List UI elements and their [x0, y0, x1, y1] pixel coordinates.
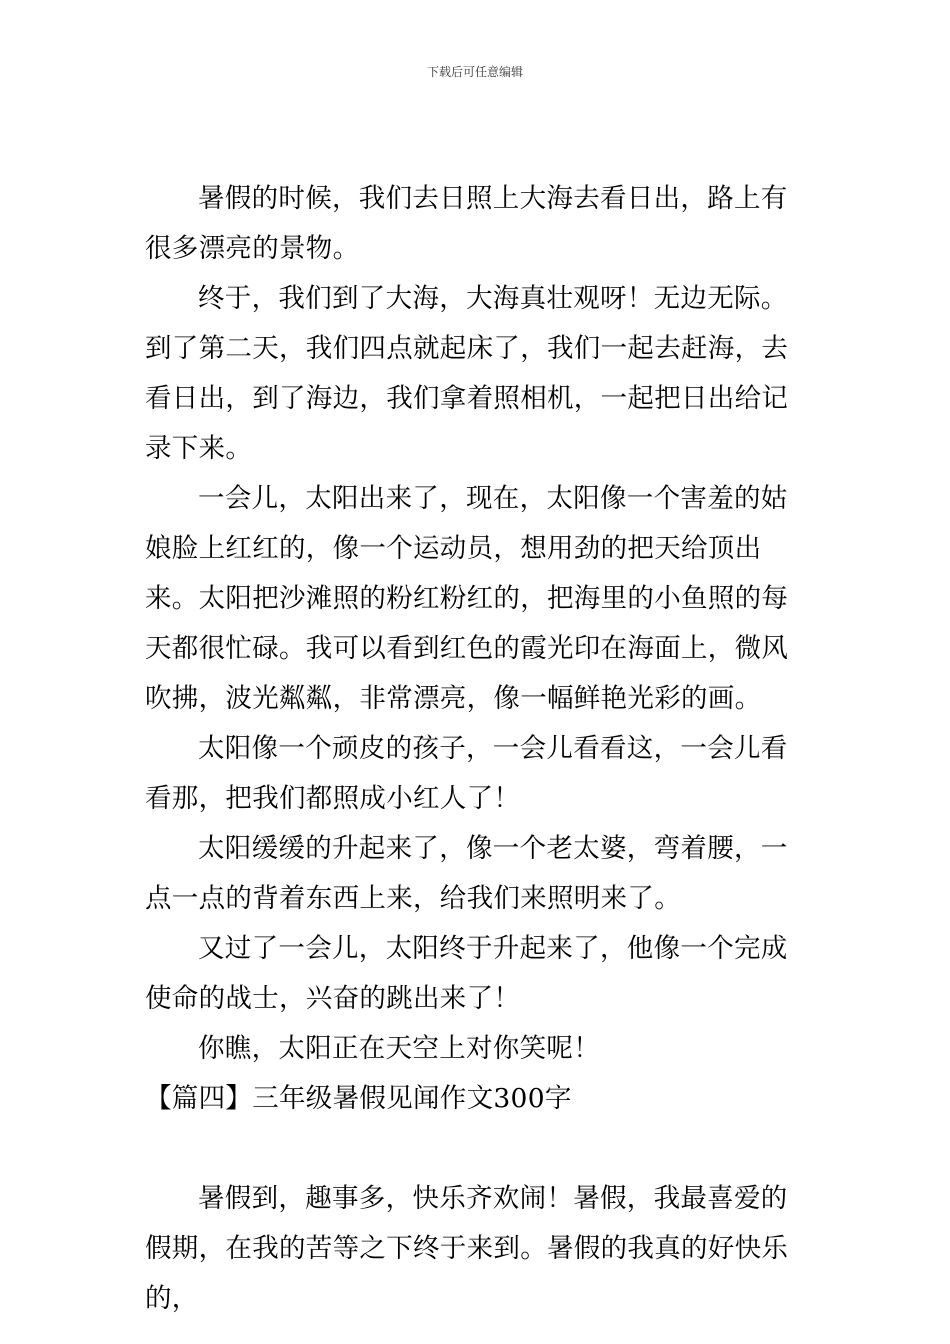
document-body	[145, 174, 809, 1324]
paragraph: 又过了一会儿，太阳终于升起来了，他像一个完成使命的战士，兴奋的跳出来了！	[145, 933, 788, 1014]
page-header-note: 下载后可任意编辑	[426, 65, 523, 79]
section-title: 【篇四】三年级暑假见闻作文300字	[145, 1083, 572, 1114]
paragraph: 暑假到，趣事多，快乐齐欢闹！暑假，我最喜爱的假期，在我的苦等之下终于来到。暑假的我真的好快乐的，	[145, 1183, 789, 1314]
paragraph: 终于，我们到了大海，大海真壮观呀！无边无际。到了第二天，我们四点就起床了，我们一起去赶海，去看日出，到了海边，我们拿着照相机，一起把日出给记录下来。	[145, 283, 789, 464]
paragraph: 一会儿，太阳出来了，现在，太阳像一个害羞的姑娘脸上红红的，像一个运动员，想用劲的把天给顶出来。太阳把沙滩照的粉红粉红的，把海里的小鱼照的每天都很忙碌。我可以看到红色的霞光印在海面上，微风吹拂，波光粼粼，非常漂亮，像一幅鲜艳光彩的画。	[145, 483, 789, 714]
paragraph: 暑假的时候，我们去日照上大海去看日出，路上有很多漂亮的景物。	[145, 183, 788, 264]
blank-line	[145, 1124, 809, 1174]
paragraph: 太阳缓缓的升起来了，像一个老太婆，弯着腰，一点一点的背着东西上来，给我们来照明来了。	[145, 833, 788, 914]
paragraph: 你瞧，太阳正在天空上对你笑呢！	[198, 1033, 600, 1064]
paragraph: 太阳像一个顽皮的孩子，一会儿看看这，一会儿看看那，把我们都照成小红人了！	[145, 733, 788, 814]
